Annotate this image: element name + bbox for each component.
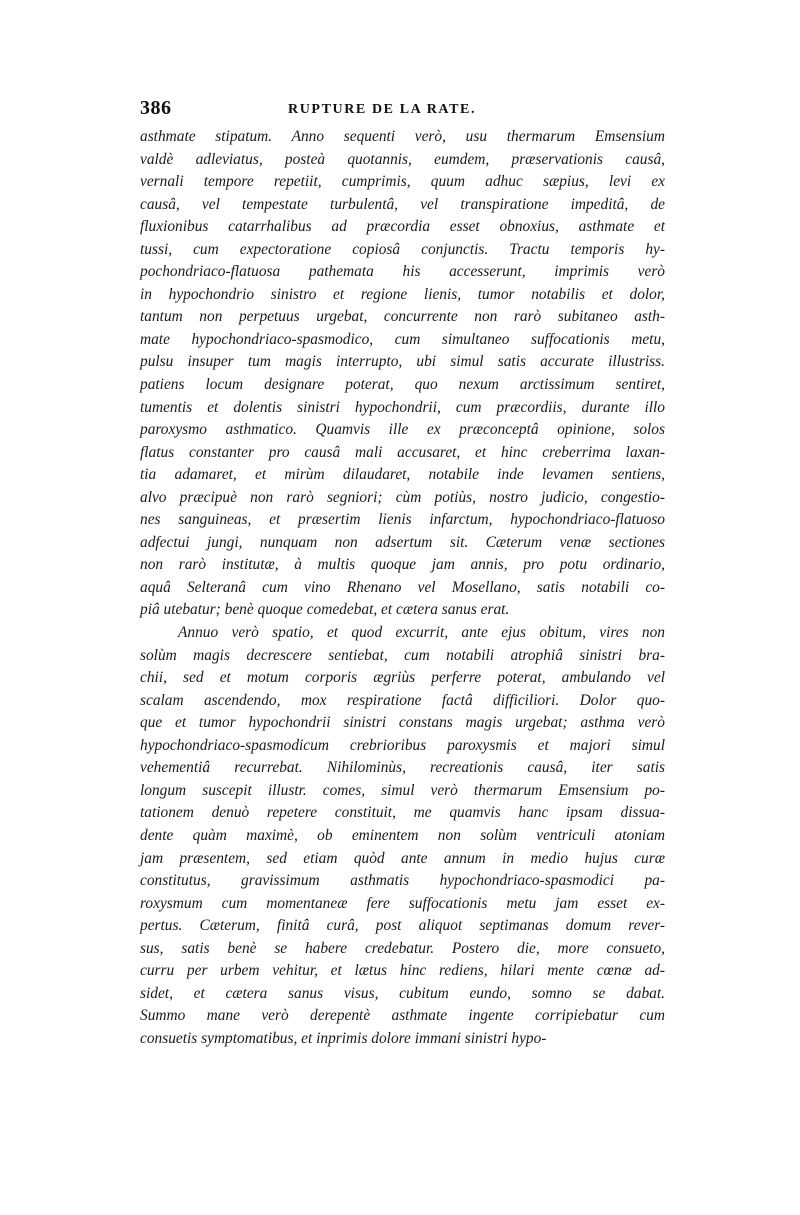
text-line: valdè adleviatus, posteà quotannis, eumdem, præservationis causâ, bbox=[140, 150, 665, 168]
text-line: patiens locum designare poterat, quo nexum arctissimum sentiret, bbox=[140, 376, 665, 394]
running-title: RUPTURE DE LA RATE. bbox=[288, 102, 477, 117]
text-line: sus, satis benè se habere credebatur. Postero die, more consueto, bbox=[140, 939, 665, 957]
text-line: nes sanguineas, et præsertim lienis infarctum, hypochondriaco-flatuoso bbox=[140, 511, 665, 529]
text-line: que et tumor hypochondrii sinistri constans magis urgebat; asthma verò bbox=[140, 714, 665, 732]
text-line: Annuo verò spatio, et quod excurrit, ante ejus obitum, vires non bbox=[178, 624, 665, 642]
text-line: Summo mane verò derepentè asthmate ingente corripiebatur cum bbox=[140, 1007, 665, 1025]
text-line: vehementiâ recurrebat. Nihilominùs, recreationis causâ, iter satis bbox=[140, 759, 665, 777]
text-line: mate hypochondriaco-spasmodico, cum simultaneo suffocationis metu, bbox=[140, 330, 665, 348]
text-line: non rarò institutæ, à multis quoque jam annis, pro potu ordinario, bbox=[140, 556, 665, 574]
text-line: asthmate stipatum. Anno sequenti verò, usu thermarum Emsensium bbox=[140, 128, 665, 145]
text-line: pertus. Cæterum, finitâ curâ, post aliquot septimanas domum rever- bbox=[140, 917, 665, 935]
text-line: consuetis symptomatibus, et inprimis dolore immani sinistri hypo- bbox=[140, 1029, 547, 1047]
text-line: sidet, et cætera sanus visus, cubitum eundo, somno se dabat. bbox=[140, 984, 665, 1002]
text-line: fluxionibus catarrhalibus ad præcordia esset obnoxius, asthmate et bbox=[140, 218, 665, 236]
text-line: pochondriaco-flatuosa pathemata his accesserunt, imprimis verò bbox=[140, 263, 665, 281]
text-line: pulsu insuper tum magis interrupto, ubi simul satis accurate illustriss. bbox=[140, 353, 665, 371]
text-line: adfectui jungi, nunquam non adsertum sit. Cæterum venæ sectiones bbox=[140, 533, 665, 551]
text-line: curru per urbem vehitur, et lætus hinc rediens, hilari mente cœnæ ad- bbox=[140, 962, 665, 980]
text-line: longum suscepit illustr. comes, simul verò thermarum Emsensium po- bbox=[140, 781, 665, 799]
text-line: scalam ascendendo, mox respiratione factâ difficiliori. Dolor quo- bbox=[140, 691, 665, 709]
text-line: causâ, vel tempestate turbulentâ, vel transpiratione impeditâ, de bbox=[140, 195, 665, 213]
text-line: aquâ Selteranâ cum vino Rhenano vel Mosellano, satis notabili co- bbox=[140, 578, 665, 596]
paragraph bbox=[140, 622, 665, 1050]
text-line: tia adamaret, et mirùm dilaudaret, notabile inde levamen sentiens, bbox=[140, 466, 665, 484]
text-line: chii, sed et motum corporis ægriùs perferre poterat, ambulando vel bbox=[140, 669, 665, 687]
text-line: flatus constanter pro causâ mali accusaret, et hinc creberrima laxan- bbox=[140, 443, 665, 461]
text-line: constitutus, gravissimum asthmatis hypochondriaco-spasmodici pa- bbox=[140, 872, 665, 890]
text-line: dente quàm maximè, ob eminentem non solùm ventriculi atoniam bbox=[140, 826, 665, 844]
text-line: paroxysmo asthmatico. Quamvis ille ex præconceptâ opinione, solos bbox=[140, 421, 665, 439]
text-line: alvo præcipuè non rarò segniori; cùm potiùs, nostro judicio, congestio- bbox=[140, 488, 665, 506]
body-text bbox=[140, 126, 665, 1050]
text-line: in hypochondrio sinistro et regione lienis, tumor notabilis et dolor, bbox=[140, 285, 665, 303]
text-line: solùm magis decrescere sentiebat, cum notabili atrophiâ sinistri bra- bbox=[140, 646, 665, 664]
text-line: tationem denuò repetere constituit, me quamvis hanc ipsam dissua- bbox=[140, 804, 665, 822]
text-line: piâ utebatur; benè quoque comedebat, et cætera sanus erat. bbox=[140, 601, 510, 619]
text-line: tantum non perpetuus urgebat, concurrente non rarò subitaneo asth- bbox=[140, 308, 665, 326]
text-line: roxysmum cum momentaneæ fere suffocationis metu jam esset ex- bbox=[140, 894, 665, 912]
page-header bbox=[140, 97, 660, 123]
text-line: jam præsentem, sed etiam quòd ante annum in medio hujus curæ bbox=[140, 849, 665, 867]
page-number: 386 bbox=[140, 97, 172, 119]
text-line: tumentis et dolentis sinistri hypochondrii, cum præcordiis, durante illo bbox=[140, 398, 665, 416]
text-line: tussi, cum expectoratione copiosâ conjunctis. Tractu temporis hy- bbox=[140, 240, 665, 258]
paragraph bbox=[140, 126, 665, 622]
text-line: vernali tempore repetiit, cumprimis, quum adhuc sæpius, levi ex bbox=[140, 173, 665, 191]
text-line: hypochondriaco-spasmodicum crebrioribus paroxysmis et majori simul bbox=[140, 736, 665, 754]
